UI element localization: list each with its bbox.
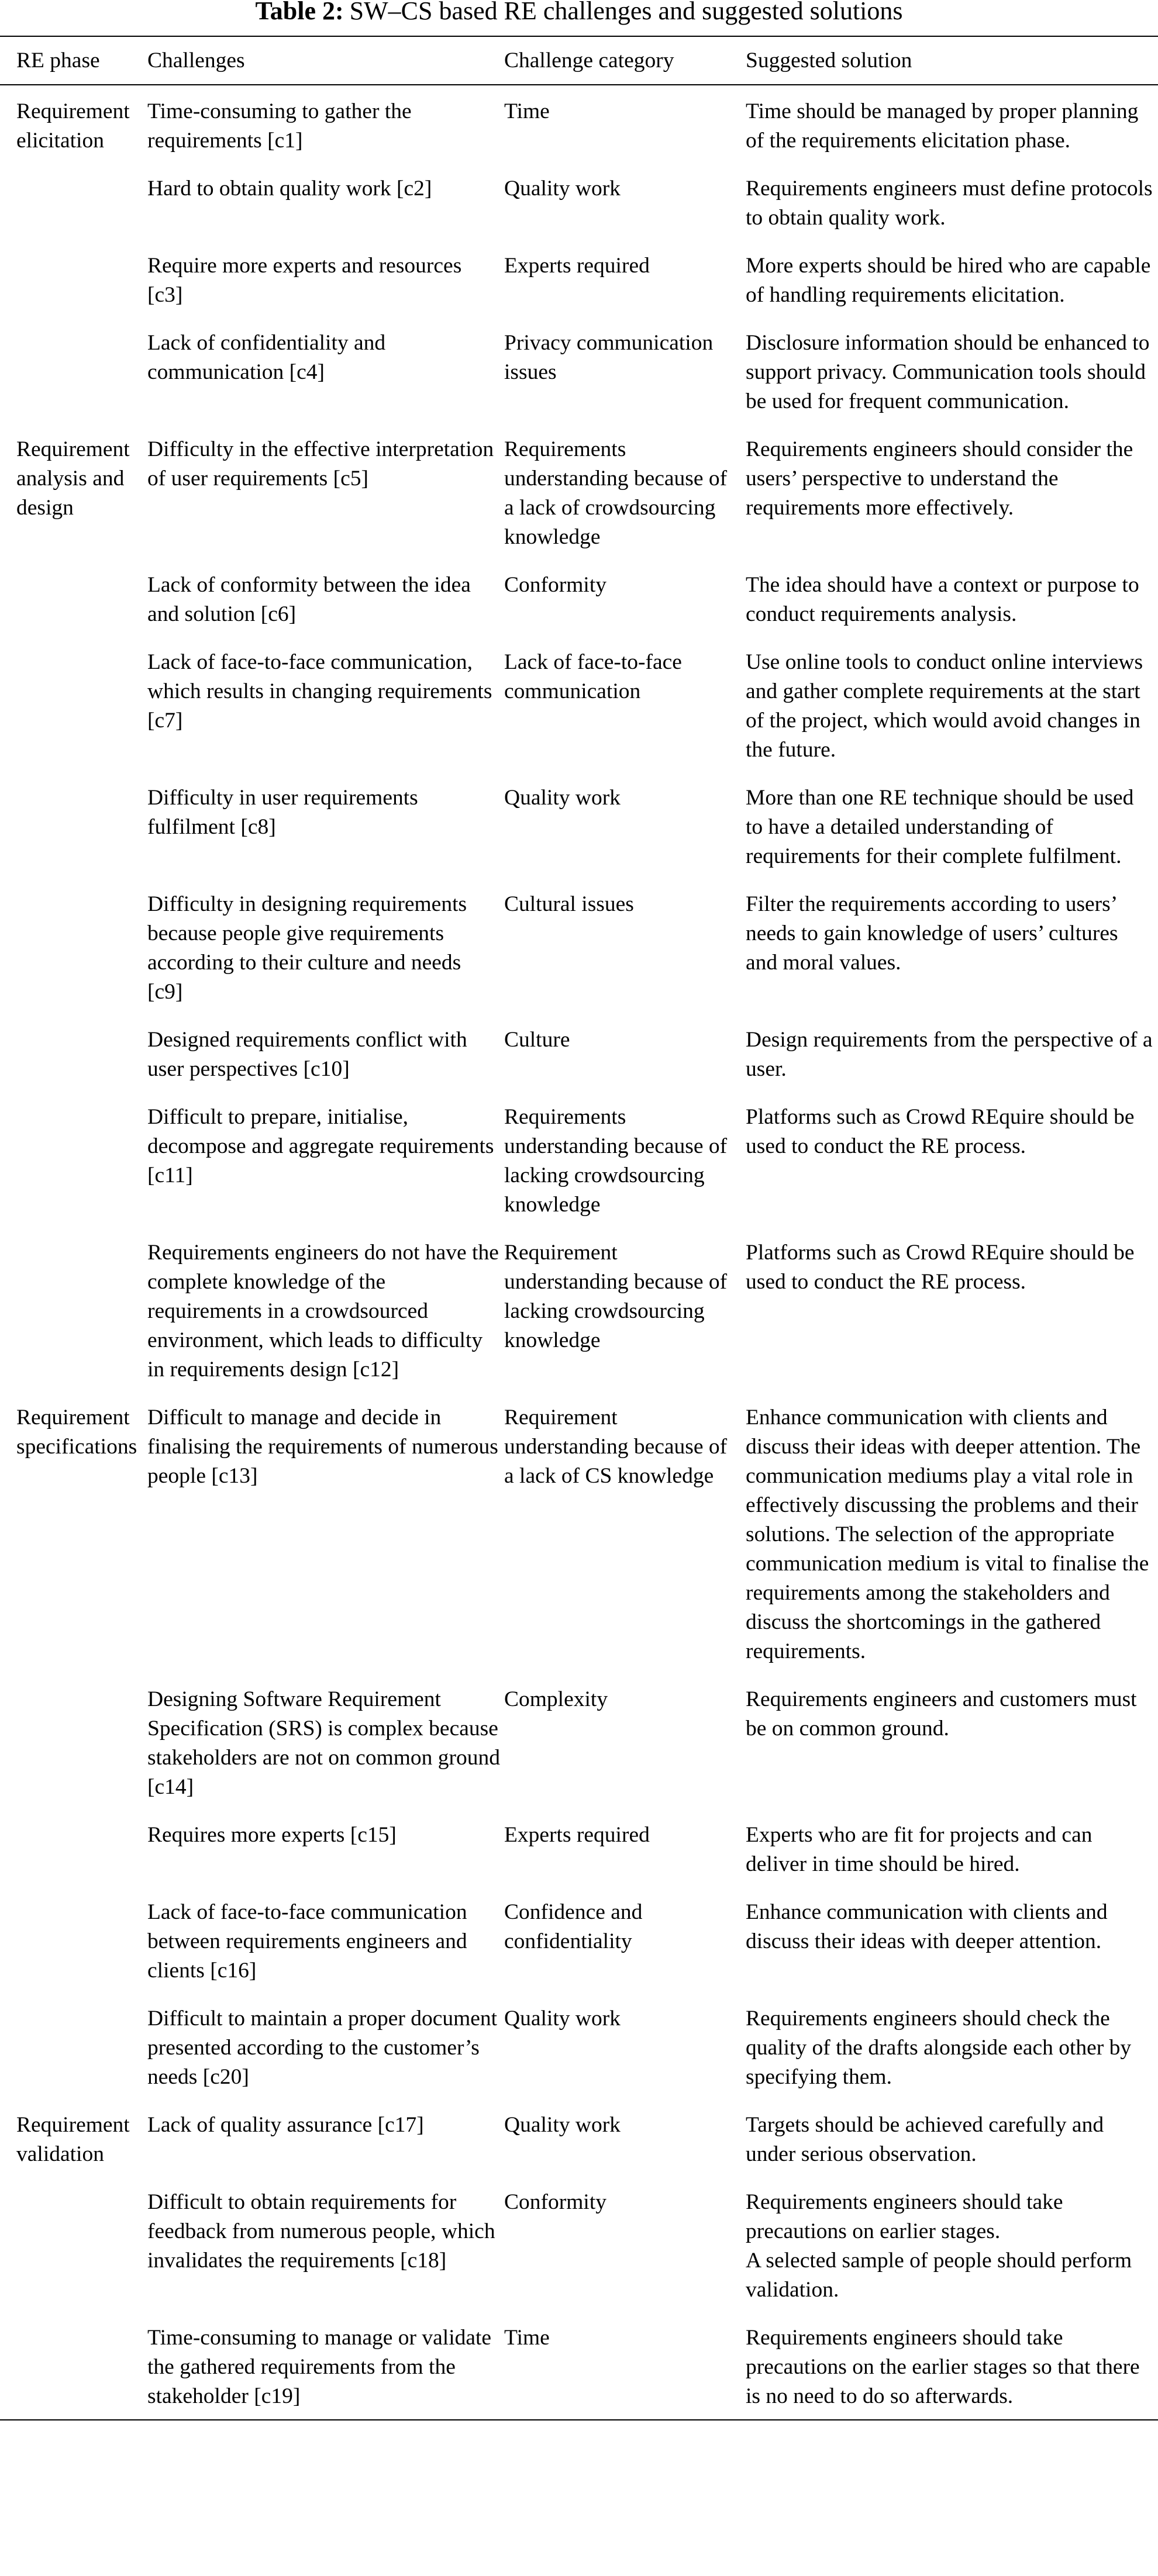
challenge-cell: Lack of face-to-face communication between requirements engineers and clients [c16] — [147, 1900, 467, 1983]
challenge-cell: Designed requirements conflict with user perspectives [c10] — [147, 1028, 467, 1081]
challenge-cell: Designing Software Requirement Specification (SRS) is complex because stakeholders are not on common ground [c14] — [147, 1687, 500, 1799]
category-cell: Complexity — [504, 1687, 608, 1711]
phase-cell — [0, 772, 147, 878]
phase-cell — [0, 1886, 147, 1993]
category-cell: Conformity — [504, 573, 606, 597]
challenge-cell: Lack of face-to-face communication, which results in changing requirements [c7] — [147, 650, 492, 733]
solution-cell — [746, 878, 1158, 1014]
challenge-cell: Difficult to obtain requirements for feedback from numerous people, which invalidates the requirements [c18] — [147, 2190, 495, 2273]
challenge-cell: Lack of conformity between the idea and solution [c6] — [147, 573, 471, 626]
category-cell: Requirement understanding because of lacking crowdsourcing knowledge — [504, 1241, 728, 1352]
table-row — [0, 1091, 1158, 1227]
challenge-cell: Difficulty in designing requirements because people give requirements according to their culture and needs [c9] — [147, 892, 467, 1004]
solution-text: More than one RE technique should be used to have a detailed understanding of requirements for their complete fulfilment. — [746, 786, 1134, 868]
solution-cell — [746, 636, 1158, 772]
table-row — [0, 85, 1158, 163]
solution-text: Time should be managed by proper planning of the requirements elicitation phase. — [746, 99, 1139, 153]
solution-text: Requirements engineers and customers must be on common ground. — [746, 1687, 1137, 1741]
solution-cell — [746, 163, 1158, 240]
challenge-cell: Require more experts and resources [c3] — [147, 254, 462, 307]
category-cell: Cultural issues — [504, 892, 634, 916]
challenges-table — [0, 36, 1158, 2420]
table-row — [0, 2312, 1158, 2420]
solution-cell — [746, 559, 1158, 636]
challenge-cell: Lack of quality assurance [c17] — [147, 2113, 424, 2137]
solution-cell — [746, 1014, 1158, 1091]
table-row — [0, 636, 1158, 772]
table-row — [0, 1673, 1158, 1809]
solution-cell — [746, 2312, 1158, 2420]
table-row — [0, 240, 1158, 317]
solution-text: A selected sample of people should perform validation. — [746, 2249, 1132, 2302]
solution-text: Requirements engineers should take precautions on earlier stages. — [746, 2190, 1063, 2243]
challenge-cell: Requirements engineers do not have the complete knowledge of the requirements in a crowdsourced environment, which leads to difficulty in requirements design [c12] — [147, 1241, 499, 1382]
category-cell: Culture — [504, 1028, 570, 1052]
phase-cell — [0, 163, 147, 240]
solution-text: Requirements engineers must define protocols to obtain quality work. — [746, 177, 1153, 230]
solution-text: Requirements engineers should consider the users’ perspective to understand the requirements more effectively. — [746, 437, 1133, 520]
solution-cell — [746, 1809, 1158, 1886]
solution-text: More experts should be hired who are capable of handling requirements elicitation. — [746, 254, 1151, 307]
solution-cell — [746, 1673, 1158, 1809]
phase-cell — [0, 1091, 147, 1227]
solution-cell — [746, 1886, 1158, 1993]
challenge-cell: Lack of confidentiality and communication [c4] — [147, 331, 386, 384]
header-re-phase: RE phase — [0, 36, 147, 85]
category-cell: Lack of face-to-face communication — [504, 650, 682, 703]
phase-cell: Requirement validation — [16, 2113, 130, 2166]
solution-cell — [746, 85, 1158, 163]
phase-cell: Requirement analysis and design — [16, 437, 130, 520]
category-cell: Requirements understanding because of a lack of crowdsourcing knowledge — [504, 437, 728, 549]
solution-text: Enhance communication with clients and discuss their ideas with deeper attention. The communication mediums play a vital role in effectively discussing the problems and their solutions. The selection of the appropriate communication medium is vital to finalise the requirements among the stakeholders and discuss the shortcomings in the gathered requirements. — [746, 1406, 1149, 1663]
category-cell: Experts required — [504, 1823, 650, 1847]
solution-text: Requirements engineers should take precautions on the earlier stages so that there is no need to do so afterwards. — [746, 2326, 1140, 2408]
challenge-cell: Difficulty in user requirements fulfilment [c8] — [147, 786, 418, 839]
header-challenge-category: Challenge category — [504, 36, 746, 85]
challenge-cell: Difficult to manage and decide in finalising the requirements of numerous people [c13] — [147, 1406, 498, 1488]
category-cell: Quality work — [504, 786, 621, 810]
challenge-cell: Requires more experts [c15] — [147, 1823, 397, 1847]
category-cell: Requirement understanding because of a lack of CS knowledge — [504, 1406, 728, 1488]
caption-title: SW–CS based RE challenges and suggested solutions — [349, 0, 903, 25]
phase-cell — [0, 1993, 147, 2099]
phase-cell — [0, 240, 147, 317]
phase-cell — [0, 636, 147, 772]
challenge-cell: Difficult to prepare, initialise, decompose and aggregate requirements [c11] — [147, 1105, 494, 1187]
table-row — [0, 1227, 1158, 1391]
phase-cell — [0, 2312, 147, 2420]
phase-cell: Requirement elicitation — [16, 99, 130, 153]
solution-cell — [746, 2099, 1158, 2176]
table-row — [0, 772, 1158, 878]
header-suggested-solution: Suggested solution — [746, 36, 1158, 85]
solution-text: Design requirements from the perspective of a user. — [746, 1028, 1153, 1081]
solution-text: The idea should have a context or purpose to conduct requirements analysis. — [746, 573, 1139, 626]
phase-cell — [0, 317, 147, 423]
solution-text: Experts who are fit for projects and can deliver in time should be hired. — [746, 1823, 1092, 1876]
table-row — [0, 1809, 1158, 1886]
solution-cell — [746, 2176, 1158, 2312]
table-row — [0, 1391, 1158, 1673]
header-challenges: Challenges — [147, 36, 504, 85]
category-cell: Experts required — [504, 254, 650, 278]
challenge-cell: Hard to obtain quality work [c2] — [147, 177, 432, 201]
phase-cell — [0, 1673, 147, 1809]
category-cell: Privacy communication issues — [504, 331, 714, 384]
table-caption — [0, 0, 1158, 34]
solution-cell — [746, 772, 1158, 878]
table-row — [0, 1014, 1158, 1091]
caption-label: Table 2: — [255, 0, 344, 25]
challenge-cell: Time-consuming to manage or validate the gathered requirements from the stakeholder [c19] — [147, 2312, 504, 2420]
category-cell: Conformity — [504, 2190, 606, 2214]
category-cell: Confidence and confidentiality — [504, 1900, 643, 1953]
category-cell: Quality work — [504, 2007, 621, 2031]
table-row — [0, 2176, 1158, 2312]
solution-text: Use online tools to conduct online interviews and gather complete requirements at the start of the project, which would avoid changes in the future. — [746, 650, 1143, 762]
table-header-row — [0, 36, 1158, 85]
table-body — [0, 85, 1158, 2420]
challenge-cell: Difficult to maintain a proper document presented according to the customer’s needs [c20] — [147, 2007, 498, 2089]
phase-cell — [0, 1227, 147, 1391]
solution-text: Targets should be achieved carefully and under serious observation. — [746, 2113, 1104, 2166]
challenge-cell: Time-consuming to gather the requirements [c1] — [147, 99, 412, 153]
solution-text: Platforms such as Crowd REquire should be used to conduct the RE process. — [746, 1241, 1135, 1294]
phase-cell — [0, 1014, 147, 1091]
solution-text: Disclosure information should be enhanced to support privacy. Communication tools should be used for frequent communication. — [746, 331, 1150, 413]
solution-text: Filter the requirements according to users’ needs to gain knowledge of users’ cultures and moral values. — [746, 892, 1118, 975]
challenge-cell: Difficulty in the effective interpretation of user requirements [c5] — [147, 437, 494, 491]
table-row — [0, 2099, 1158, 2176]
solution-cell — [746, 317, 1158, 423]
phase-cell — [0, 878, 147, 1014]
solution-cell — [746, 240, 1158, 317]
table-row — [0, 163, 1158, 240]
category-cell: Quality work — [504, 2113, 621, 2137]
solution-cell — [746, 1391, 1158, 1673]
category-cell: Time — [504, 99, 550, 123]
table-row — [0, 423, 1158, 559]
table-row — [0, 1886, 1158, 1993]
solution-text: Enhance communication with clients and discuss their ideas with deeper attention. — [746, 1900, 1108, 1953]
phase-cell: Requirement specifications — [16, 1406, 137, 1459]
phase-cell — [0, 2176, 147, 2312]
solution-text: Platforms such as Crowd REquire should be used to conduct the RE process. — [746, 1105, 1135, 1158]
phase-cell — [0, 559, 147, 636]
table-row — [0, 559, 1158, 636]
table-row — [0, 878, 1158, 1014]
category-cell: Requirements understanding because of lacking crowdsourcing knowledge — [504, 1105, 728, 1217]
table-row — [0, 317, 1158, 423]
solution-cell — [746, 1993, 1158, 2099]
table-row — [0, 1993, 1158, 2099]
category-cell: Quality work — [504, 177, 621, 201]
solution-text: Requirements engineers should check the quality of the drafts alongside each other by specifying them. — [746, 2007, 1132, 2089]
solution-cell — [746, 1091, 1158, 1227]
category-cell: Time — [504, 2312, 746, 2420]
phase-cell — [0, 1809, 147, 1886]
solution-cell — [746, 423, 1158, 559]
solution-cell — [746, 1227, 1158, 1391]
